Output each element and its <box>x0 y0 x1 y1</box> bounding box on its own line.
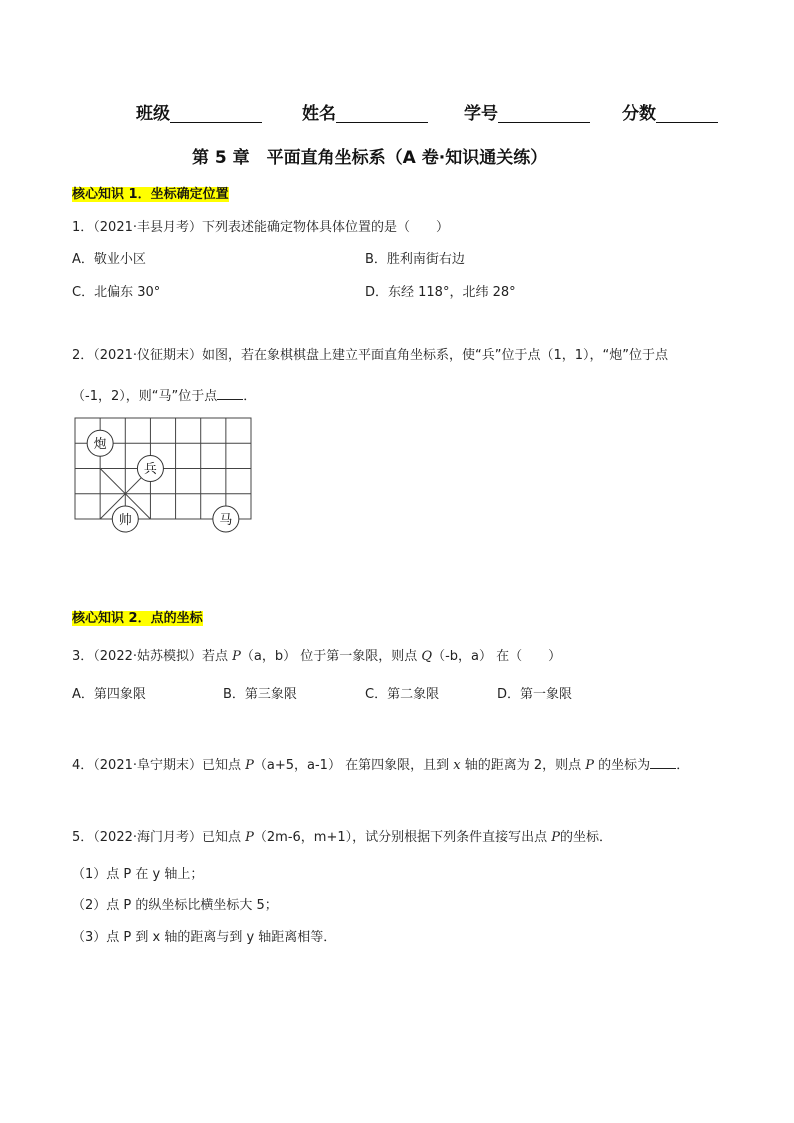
chess-board-figure <box>66 410 266 540</box>
q5-pre: 5．（2022·海门月考）已知点 <box>72 830 241 845</box>
q4-coords: （a+5，a-1） <box>253 758 341 773</box>
name-label: 姓名 <box>302 104 336 124</box>
q5-point-p: P <box>245 830 254 845</box>
piece-shuai <box>112 506 138 532</box>
q1-option-a: A．敬业小区 <box>72 252 146 267</box>
q1-option-d: D．东经 118°，北纬 28° <box>365 285 516 300</box>
q3-option-b: B．第三象限 <box>223 687 297 702</box>
q1-stem: 1．（2021·丰县月考）下列表述能确定物体具体位置的是（ ） <box>72 220 449 235</box>
id-label: 学号 <box>464 104 498 124</box>
section-1-label: 核心知识 1．坐标确定位置 <box>72 187 229 202</box>
q3-option-d: D．第一象限 <box>497 687 573 702</box>
q5-sub2: （2）点 P 的纵坐标比横坐标大 5； <box>72 898 278 913</box>
section-2-label: 核心知识 2．点的坐标 <box>72 611 203 626</box>
q4-point-p2: P <box>585 758 595 773</box>
q5-point-p2: P <box>551 830 561 845</box>
q5-end: 的坐标． <box>560 830 613 845</box>
q3-point-p: P <box>232 649 241 664</box>
header-name <box>302 106 428 123</box>
q5-post: ，试分别根据下列条件直接写出点 <box>352 830 548 845</box>
name-blank[interactable] <box>336 106 428 123</box>
q3-stem <box>72 650 561 663</box>
q3-point-q: Q <box>421 649 433 664</box>
q5-coords: （2m-6，m+1） <box>253 830 353 845</box>
piece-shuai-label: 帅 <box>118 513 132 528</box>
q3-stem-post: 在（ ） <box>496 649 562 664</box>
header-id <box>464 106 590 123</box>
q4-end: ． <box>676 758 690 773</box>
q3-option-c: C．第二象限 <box>365 687 440 702</box>
q4-pre: 4．（2021·阜宁期末）已知点 <box>72 758 241 773</box>
class-blank[interactable] <box>170 106 262 123</box>
q3-option-a: A．第四象限 <box>72 687 146 702</box>
q4-point-p: P <box>245 758 254 773</box>
q3-stem-mid: 位于第一象限，则点 <box>300 649 418 664</box>
class-label: 班级 <box>136 104 170 124</box>
score-label: 分数 <box>622 104 656 124</box>
header-class <box>136 106 262 123</box>
piece-ma <box>213 506 239 532</box>
piece-bing <box>137 456 163 482</box>
q2-answer-blank[interactable] <box>217 388 243 400</box>
q5-sub1: （1）点 P 在 y 轴上； <box>72 867 204 882</box>
q1-option-c: C．北偏东 30° <box>72 285 161 300</box>
piece-pao <box>87 430 113 456</box>
q3-coords-q: （-b，a） <box>432 649 492 664</box>
q4-x-axis: x <box>453 758 461 773</box>
q5-sub3: （3）点 P 到 x 轴的距离与到 y 轴距离相等． <box>72 930 337 945</box>
piece-pao-label: 炮 <box>93 437 107 452</box>
id-blank[interactable] <box>498 106 590 123</box>
q4-post: 的坐标为 <box>598 758 651 773</box>
q2-line1: 2．（2021·仪征期末）如图，若在象棋棋盘上建立平面直角坐标系，使“兵”位于点（1，1），“炮”位于点 <box>72 348 668 363</box>
q5-stem <box>72 831 612 844</box>
piece-bing-label: 兵 <box>143 462 157 477</box>
q4-stem <box>72 757 689 772</box>
q2-line2 <box>72 388 256 403</box>
header-score <box>622 106 718 123</box>
q2-line2-pre: （-1，2），则“马”位于点 <box>72 389 218 404</box>
q4-mid: 在第四象限，且到 <box>345 758 450 773</box>
q4-answer-blank[interactable] <box>650 757 676 769</box>
q2-line2-post: ． <box>243 389 257 404</box>
q4-mid2: 轴的距离为 2，则点 <box>464 758 582 773</box>
page-title: 第 5 章 平面直角坐标系（A 卷·知识通关练） <box>192 148 548 168</box>
q3-stem-pre: 3．（2022·姑苏模拟）若点 <box>72 649 228 664</box>
piece-ma-label: 马 <box>219 513 233 528</box>
score-blank[interactable] <box>656 106 718 123</box>
q1-option-b: B．胜利南街右边 <box>365 252 465 267</box>
q3-coords-p: （a，b） <box>240 649 297 664</box>
